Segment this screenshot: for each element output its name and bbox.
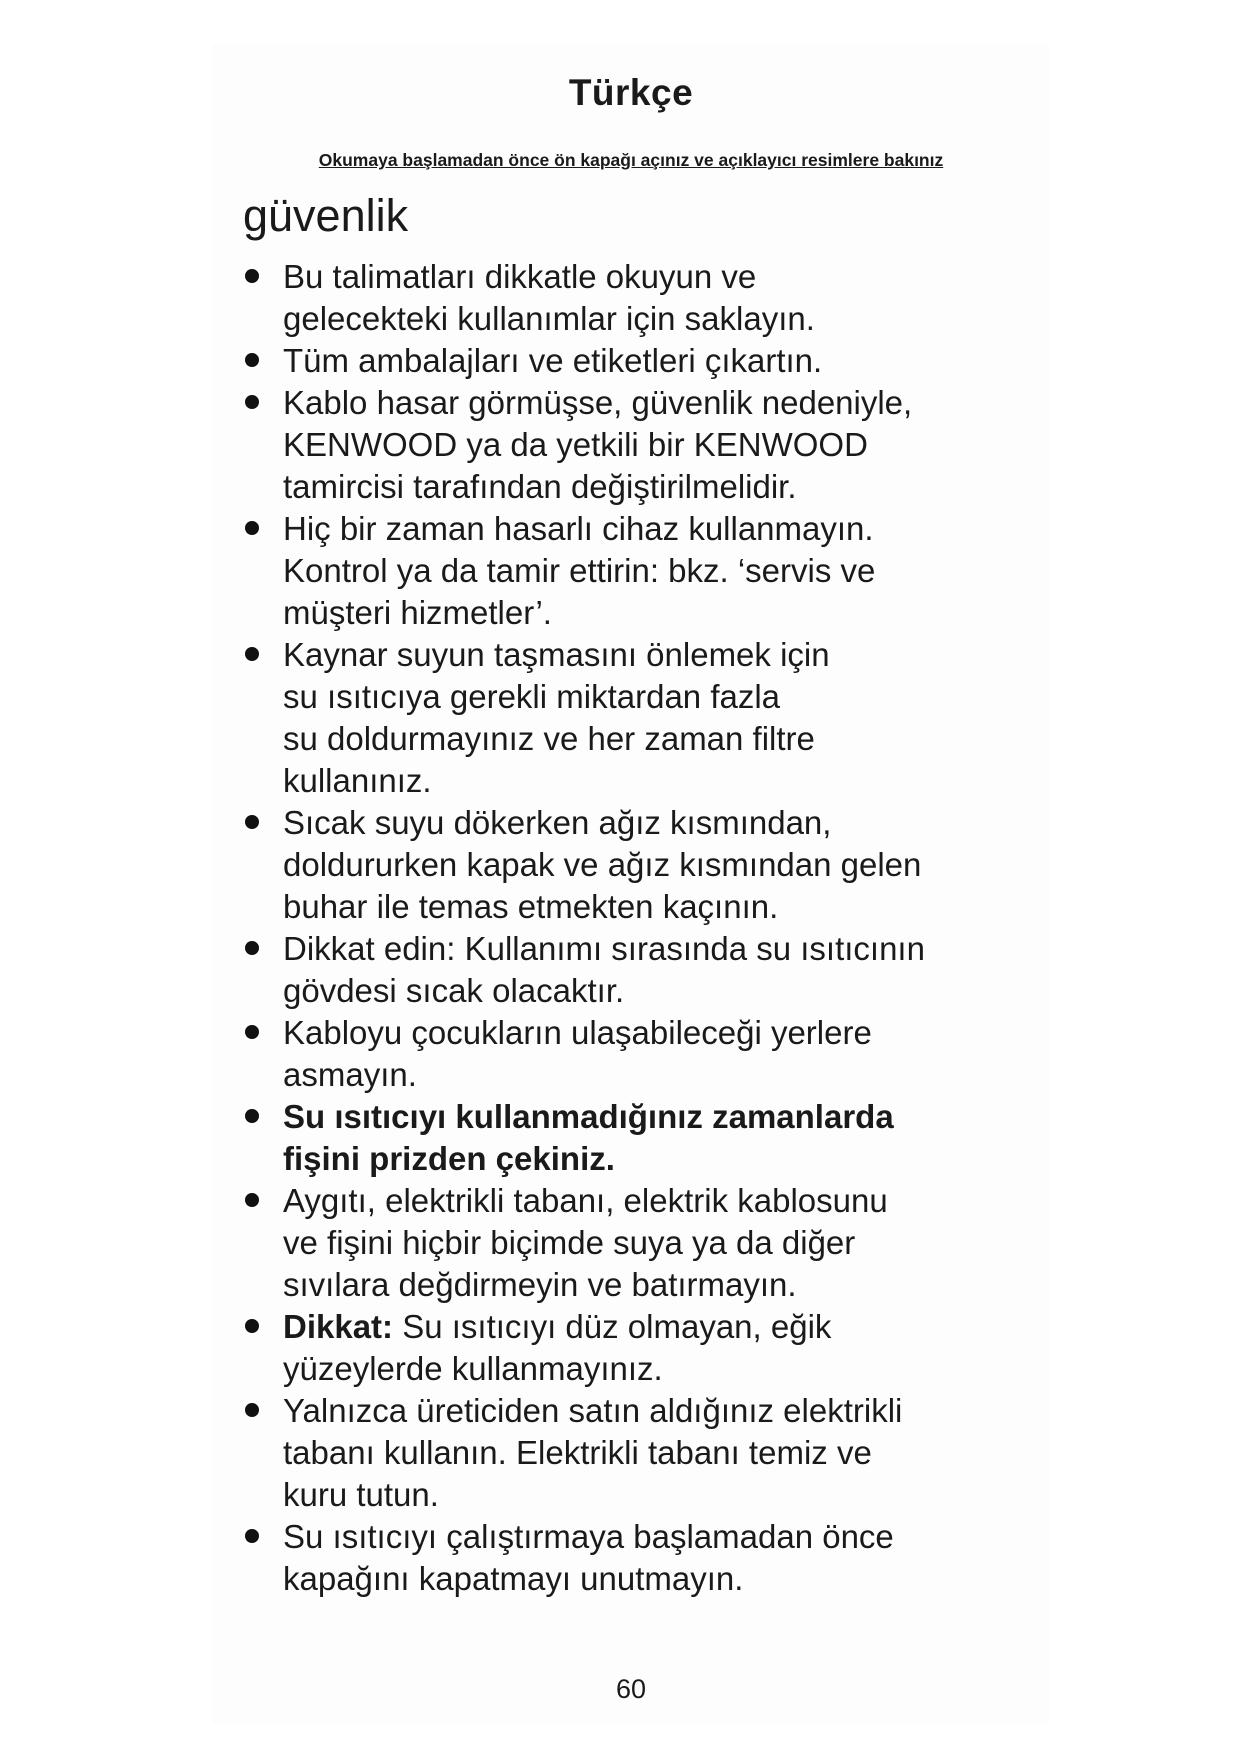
- bullet-icon: [245, 1403, 259, 1417]
- instruction-note: Okumaya başlamadan önce ön kapağı açınız ve açıklayıcı resimlere bakınız: [318, 150, 944, 170]
- item-line: Hiç bir zaman hasarlı cihaz kullanmayın.: [283, 510, 874, 547]
- item-line: Dikkat edin: Kullanımı sırasında su ısıtıcının: [283, 930, 925, 967]
- list-item: [243, 802, 1033, 928]
- section-title: güvenlik: [243, 190, 409, 241]
- item-line: Aygıtı, elektrikli tabanı, elektrik kablosunu: [283, 1182, 888, 1219]
- bullet-icon: [245, 353, 259, 367]
- bullet-icon: [245, 941, 259, 955]
- list-item: [243, 634, 1033, 802]
- bullet-icon: [245, 815, 259, 829]
- item-line: müşteri hizmetler’.: [283, 594, 552, 631]
- item-line: Kablo hasar görmüşse, güvenlik nedeniyle,: [283, 384, 913, 421]
- item-line: Kontrol ya da tamir ettirin: bkz. ‘servis ve: [283, 552, 876, 589]
- list-item: [243, 340, 1033, 382]
- item-line: Su ısıtıcıyı kullanmadığınız zamanlarda: [283, 1098, 894, 1135]
- list-item: [243, 1012, 1033, 1096]
- bullet-icon: [245, 1025, 259, 1039]
- list-item: [243, 1306, 1033, 1390]
- item-text: Su ısıtıcıyı düz olmayan, eğik: [393, 1308, 832, 1345]
- bullet-icon: [245, 269, 259, 283]
- list-item: [243, 1516, 1033, 1600]
- page-number: 60: [615, 1674, 647, 1704]
- caution-lead: Dikkat:: [283, 1308, 394, 1345]
- bullet-icon: [245, 395, 259, 409]
- list-item-warning: [243, 1096, 1033, 1180]
- item-line: kullanınız.: [283, 762, 432, 799]
- item-line: Kaynar suyun taşmasını önlemek için: [283, 636, 830, 673]
- item-line: su doldurmayınız ve her zaman filtre: [283, 720, 815, 757]
- list-item: [243, 1390, 1033, 1516]
- item-line: buhar ile temas etmekten kaçının.: [283, 888, 779, 925]
- list-item: [243, 256, 1033, 340]
- item-line: Kabloyu çocukların ulaşabileceği yerlere: [283, 1014, 872, 1051]
- manual-page: [212, 44, 1050, 1724]
- item-line: tabanı kullanın. Elektrikli tabanı temiz ve: [283, 1434, 872, 1471]
- item-line: Bu talimatları dikkatle okuyun ve: [283, 258, 757, 295]
- item-line: doldururken kapak ve ağız kısmından gelen: [283, 846, 922, 883]
- list-item: [243, 1180, 1033, 1306]
- item-line: KENWOOD ya da yetkili bir KENWOOD: [283, 426, 868, 463]
- bullet-icon: [245, 1529, 259, 1543]
- item-line: ve fişini hiçbir biçimde suya ya da diğer: [283, 1224, 856, 1261]
- item-line: yüzeylerde kullanmayınız.: [283, 1350, 663, 1387]
- list-item: [243, 928, 1033, 1012]
- item-line: Yalnızca üreticiden satın aldığınız elektrikli: [283, 1392, 903, 1429]
- item-line: Sıcak suyu dökerken ağız kısmından,: [283, 804, 832, 841]
- bullet-icon: [245, 1109, 259, 1123]
- bullet-icon: [245, 1319, 259, 1333]
- list-item: [243, 508, 1033, 634]
- item-line: asmayın.: [283, 1056, 417, 1093]
- item-line: fişini prizden çekiniz.: [283, 1140, 615, 1177]
- bullet-icon: [245, 1193, 259, 1207]
- language-title: Türkçe: [568, 72, 694, 113]
- item-line: [283, 1306, 1033, 1348]
- bullet-icon: [245, 521, 259, 535]
- item-line: Su ısıtıcıyı çalıştırmaya başlamadan önce: [283, 1518, 894, 1555]
- item-line: tamircisi tarafından değiştirilmelidir.: [283, 468, 797, 505]
- bullet-icon: [245, 647, 259, 661]
- safety-list: [243, 256, 1033, 1600]
- item-line: gövdesi sıcak olacaktır.: [283, 972, 625, 1009]
- item-line: sıvılara değdirmeyin ve batırmayın.: [283, 1266, 797, 1303]
- item-line: kapağını kapatmayı unutmayın.: [283, 1560, 744, 1597]
- item-line: kuru tutun.: [283, 1476, 439, 1513]
- list-item: [243, 382, 1033, 508]
- item-line: gelecekteki kullanımlar için saklayın.: [283, 300, 815, 337]
- item-line: Tüm ambalajları ve etiketleri çıkartın.: [283, 342, 823, 379]
- item-line: su ısıtıcıya gerekli miktardan fazla: [283, 678, 781, 715]
